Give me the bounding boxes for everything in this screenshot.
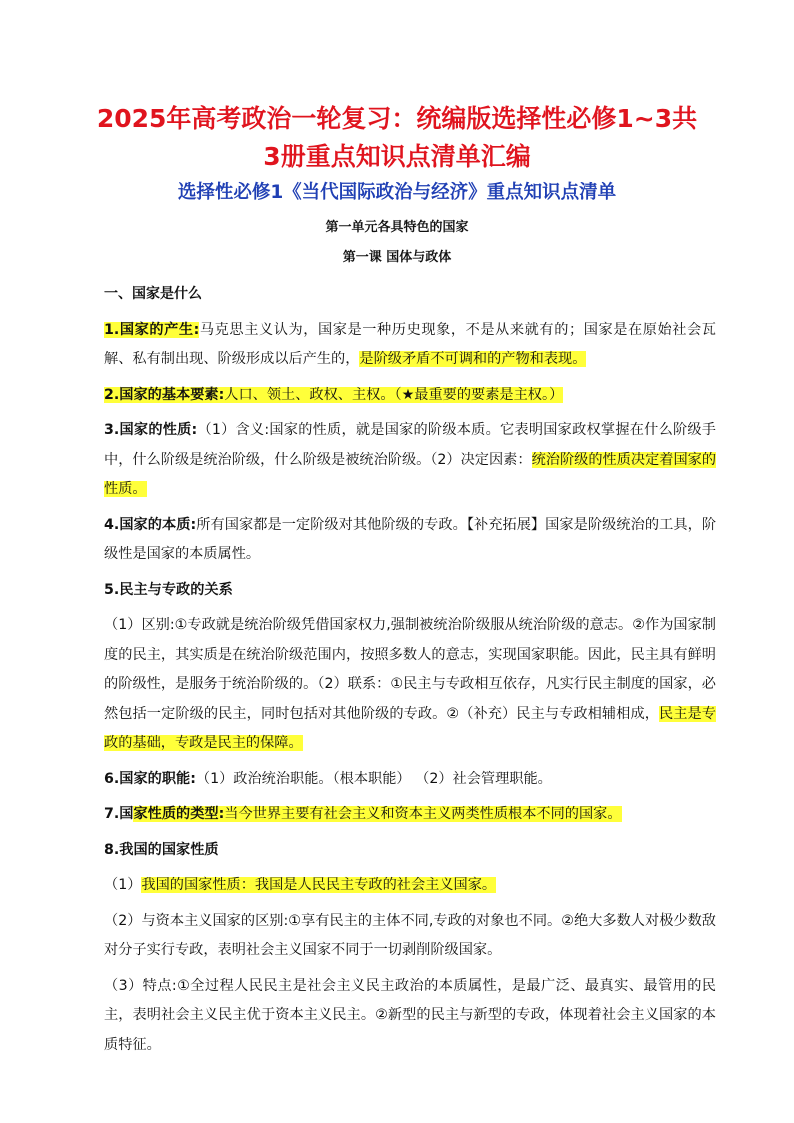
- item-label: 6.国家的职能:: [104, 770, 196, 787]
- item-label: 7.国: [104, 806, 134, 822]
- section-heading: 一、国家是什么: [104, 286, 202, 302]
- item-label: 3.国家的性质:: [104, 422, 198, 438]
- sub-title: 选择性必修1《当代国际政治与经济》重点知识点清单: [177, 182, 617, 203]
- item-label: 1.国家的产生:: [104, 321, 200, 338]
- item-our-nature-1: [104, 871, 716, 901]
- item-our-nature-3: （3）特点:①全过程人民民主是社会主义民主政治的本质属性，是最广泛、最真实、最管用的民主，表明社会主义民主优于资本主义民主。②新型的民主与新型的专政，体现着社会主义国家的本质特征。: [104, 977, 716, 1053]
- item-highlight: 民主是专政的基础，专政是民主的保障。: [104, 705, 716, 751]
- item-our-nature-2: （2）与资本主义国家的区别:①享有民主的主体不同,专政的对象也不同。②绝大多数人对极少数敌对分子实行专政，表明社会主义国家不同于一切剥削阶级国家。: [104, 912, 716, 958]
- item-highlight: 我国的国家性质：我国是人民民主专政的社会主义国家。: [141, 877, 497, 893]
- item-text: （1）区别:①专政就是统治阶级凭借国家权力,强制被统治阶级服从统治阶级的意志。②作为国家制度的民主，其实质是在统治阶级范围内，按照多数人的意志，实现国家职能。因此，民主具有鲜明的阶级性，是服务于统治阶级的。（2）联系：①民主与专政相互依存，凡实行民主制度的国家，必然包括一定阶级的民主，同时包括对其他阶级的专政。②（补充）民主与专政相辅相成，: [104, 617, 716, 722]
- item-origin-of-state: [104, 316, 716, 375]
- item-highlight: 人口、领土、政权、主权。（★最重要的要素是主权。）: [224, 386, 564, 403]
- item-democracy-dictatorship-heading: [104, 576, 716, 606]
- item-text: 马克思主义认为，国家是一种历史现象，不是从来就有的；国家是在原始社会瓦解、私有制出现、阶级形成以后产生的，: [104, 321, 716, 367]
- item-text: （1）政治统治职能。（根本职能） （2）社会管理职能。: [195, 770, 552, 787]
- item-types: [104, 800, 716, 830]
- item-text: 所有国家都是一定阶级对其他阶级的专政。【补充拓展】国家是阶级统治的工具，阶级性是国家的本质属性。: [104, 516, 717, 562]
- item-text: （1）: [104, 877, 142, 893]
- main-title-line2: 3册重点知识点清单汇编: [263, 142, 531, 171]
- item-label-highlight: 家性质的类型:: [133, 806, 225, 822]
- item-nature-of-state: [104, 416, 716, 505]
- item-label: 2.国家的基本要素:: [104, 386, 225, 403]
- item-basic-elements: [104, 381, 716, 411]
- item-highlight: 是阶级矛盾不可调和的产物和表现。: [359, 351, 587, 367]
- document-body: [104, 280, 716, 1066]
- item-label: 4.国家的本质:: [104, 516, 197, 533]
- item-our-nature-heading: [104, 836, 716, 866]
- unit-title: 第一单元各具特色的国家: [325, 220, 469, 235]
- item-essence-of-state: [104, 511, 716, 570]
- item-label: 8.我国的国家性质: [104, 841, 219, 858]
- main-title-line1: 2025年高考政治一轮复习：统编版选择性必修1~3共: [96, 104, 698, 133]
- lesson-title: 第一课 国体与政体: [342, 250, 452, 265]
- main-title: [40, 100, 754, 176]
- item-highlight: 统治阶级的性质决定着国家的性质。: [104, 451, 717, 497]
- item-text: （1）含义:国家的性质，就是国家的阶级本质。它表明国家政权掌握在什么阶级手中，什么阶级是统治阶级，什么阶级是被统治阶级。（2）决定因素：: [104, 422, 716, 468]
- item-highlight: 当今世界主要有社会主义和资本主义两类性质根本不同的国家。: [224, 806, 622, 822]
- item-label: 5.民主与专政的关系: [104, 581, 233, 598]
- item-democracy-dictatorship: [104, 611, 716, 759]
- item-functions: [104, 765, 716, 795]
